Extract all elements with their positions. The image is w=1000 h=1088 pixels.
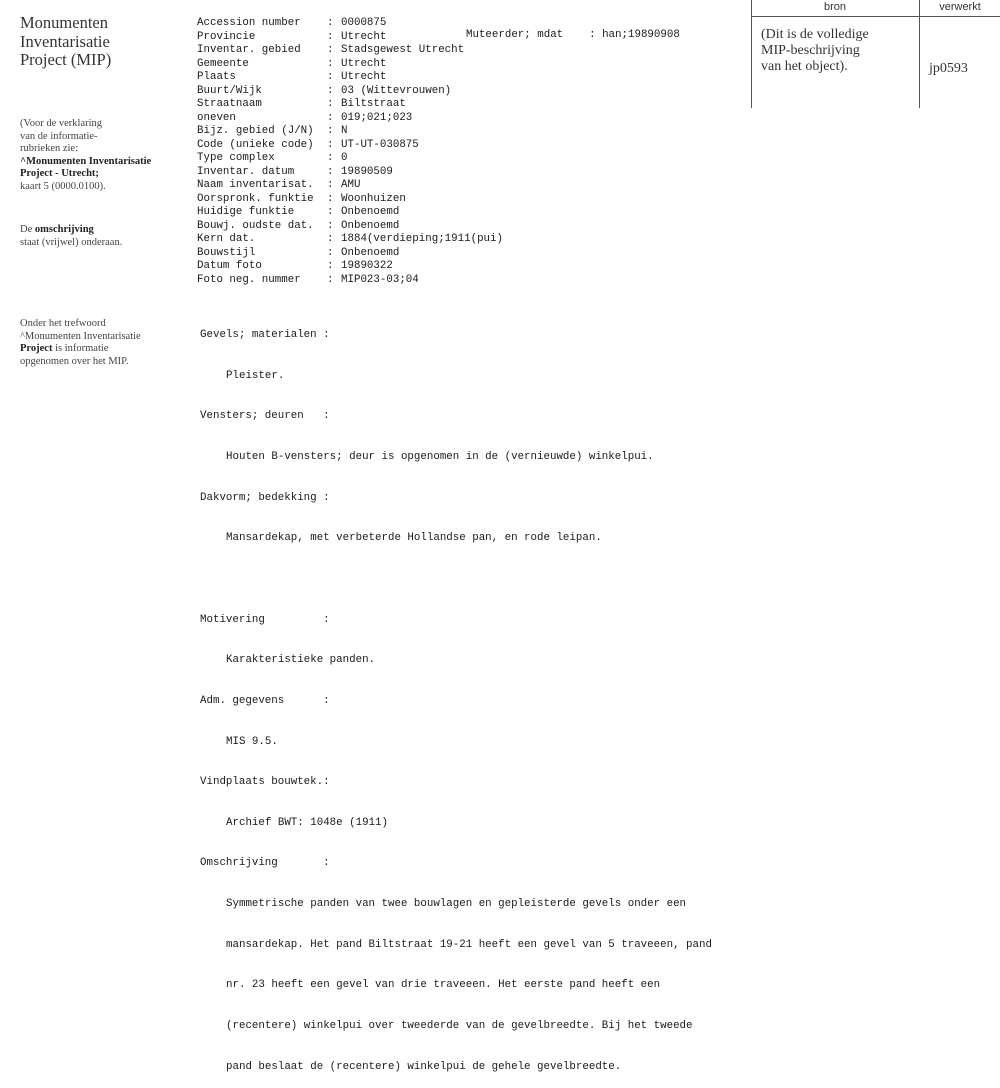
field-value: 19890509 — [341, 165, 393, 178]
field-value: Woonhuizen — [341, 192, 406, 205]
field-separator: : — [327, 206, 334, 218]
field-label: Accession number — [197, 17, 301, 29]
field-label: Provincie — [197, 30, 256, 43]
field-value: N — [341, 125, 348, 137]
field-value: Utrecht — [341, 57, 387, 70]
field-label: Type complex — [197, 152, 275, 164]
field-label: Plaats — [197, 71, 236, 83]
page-title: Monumenten Inventarisatie Project (MIP) — [20, 13, 112, 69]
legend-reference-note: (Voor de verklaring van de informatie- rubrieken zie: ^Monumenten Inventarisatie Project - Utrecht; kaart 5 (0000.0100). — [20, 118, 152, 192]
field-separator: : — [327, 260, 334, 272]
adm-value: MIS 9.5. — [226, 735, 278, 748]
field-separator: : — [327, 111, 334, 124]
spacer — [200, 573, 712, 587]
record-field-row — [197, 139, 503, 153]
adm-label: Adm. gegevens : — [200, 694, 330, 707]
record-field-row — [197, 233, 503, 247]
field-value: 03 (Wittevrouwen) — [341, 84, 452, 97]
record-field-row — [197, 247, 503, 261]
field-value: 1884(verdieping;1911(pui) — [341, 233, 503, 245]
field-value: Biltstraat — [341, 98, 406, 110]
motivering-label: Motivering : — [200, 613, 330, 626]
field-value: Onbenoemd — [341, 206, 400, 218]
field-separator: : — [327, 165, 334, 178]
field-label: Bouwstijl — [197, 246, 256, 259]
field-label: Naam inventarisat. — [197, 179, 314, 191]
field-separator: : — [327, 98, 334, 110]
field-value: Utrecht — [341, 30, 387, 43]
bron-table — [751, 0, 1000, 108]
omschrijving-line: nr. 23 heeft een gevel van drie traveeen. Het eerste pand heeft een — [226, 979, 661, 992]
record-field-row — [197, 85, 503, 99]
field-separator: : — [327, 152, 334, 164]
record-field-row — [197, 206, 503, 220]
field-label: oneven — [197, 111, 236, 124]
dakvorm-label: Dakvorm; bedekking : — [200, 491, 330, 504]
field-label: Datum foto — [197, 260, 262, 272]
record-field-row — [197, 166, 503, 180]
field-separator: : — [327, 30, 334, 43]
vensters-label: Vensters; deuren : — [200, 410, 330, 423]
field-value: 019;021;023 — [341, 111, 413, 124]
record-field-row — [197, 274, 503, 288]
record-field-row — [197, 152, 503, 166]
field-label: Gemeente — [197, 57, 249, 70]
field-label: Bijz. gebied (J/N) — [197, 125, 314, 137]
description-block — [200, 302, 712, 1088]
omschrijving-label: Omschrijving : — [200, 857, 330, 870]
gevels-label: Gevels; materialen : — [200, 329, 330, 342]
field-separator: : — [327, 17, 334, 29]
field-separator: : — [327, 44, 334, 56]
field-label: Buurt/Wijk — [197, 84, 262, 97]
record-field-row — [197, 220, 503, 234]
verwerkt-header: verwerkt — [920, 0, 1000, 17]
vindplaats-value: Archief BWT: 1048e (1911) — [226, 816, 388, 829]
field-label: Straatnaam — [197, 98, 262, 110]
field-value: Onbenoemd — [341, 246, 400, 259]
field-separator: : — [327, 71, 334, 83]
field-separator: : — [327, 273, 334, 286]
field-label: Huidige funktie — [197, 206, 295, 218]
omschrijving-line: mansardekap. Het pand Biltstraat 19-21 heeft een gevel van 5 traveeen, pand — [226, 938, 712, 951]
vindplaats-label: Vindplaats bouwtek.: — [200, 776, 330, 789]
field-separator: : — [327, 233, 334, 245]
omschrijving-line: (recentere) winkelpui over tweederde van de gevelbreedte. Bij het tweede — [226, 1019, 693, 1032]
field-label: Code (unieke code) — [197, 138, 314, 151]
verwerkt-code: jp0593 — [929, 61, 968, 76]
record-field-row — [197, 179, 503, 193]
record-field-row — [197, 112, 503, 126]
field-separator: : — [327, 246, 334, 259]
description-location-note: De omschrijving staat (vrijwel) onderaan. — [20, 224, 123, 248]
field-value: Utrecht — [341, 71, 387, 83]
mutator-info: Muteerder; mdat : han;19890908 — [465, 29, 680, 41]
gevels-value: Pleister. — [226, 369, 285, 382]
field-label: Foto neg. nummer — [197, 273, 301, 286]
field-separator: : — [327, 57, 334, 70]
field-label: Inventar. datum — [197, 165, 295, 178]
record-field-row — [197, 98, 503, 112]
field-separator: : — [327, 192, 334, 205]
record-field-row — [197, 125, 503, 139]
field-value: MIP023-03;04 — [341, 273, 419, 286]
field-value: Stadsgewest Utrecht — [341, 44, 465, 56]
field-value: AMU — [341, 179, 361, 191]
field-label: Inventar. gebied — [197, 44, 301, 56]
record-field-row — [197, 193, 503, 207]
record-field-row — [197, 44, 503, 58]
record-field-row — [197, 71, 503, 85]
record-field-row — [197, 58, 503, 72]
vensters-value: Houten B-vensters; deur is opgenomen in de (vernieuwde) winkelpui. — [226, 451, 654, 464]
sidebar — [20, 13, 185, 367]
omschrijving-line: Symmetrische panden van twee bouwlagen en gepleisterde gevels onder een — [226, 898, 687, 911]
record-field-row — [197, 260, 503, 274]
field-separator: : — [327, 179, 334, 191]
record-fields — [197, 17, 503, 287]
field-separator: : — [327, 125, 334, 137]
field-label: Kern dat. — [197, 233, 256, 245]
field-value: Onbenoemd — [341, 219, 400, 232]
motivering-value: Karakteristieke panden. — [226, 654, 376, 667]
field-label: Oorspronk. funktie — [197, 192, 314, 205]
bron-note: (Dit is de volledige MIP-beschrijving van het object). — [761, 27, 869, 74]
bron-header: bron — [751, 0, 919, 17]
field-value: 0 — [341, 152, 348, 164]
field-value: UT-UT-030875 — [341, 138, 419, 151]
field-separator: : — [327, 138, 334, 151]
omschrijving-line: pand beslaat de (recentere) winkelpui de gehele gevelbreedte. — [226, 1060, 622, 1073]
field-value: 0000875 — [341, 17, 387, 29]
keyword-note: Onder het trefwoord ^Monumenten Inventarisatie Project is informatie opgenomen over het MIP. — [20, 318, 141, 367]
dakvorm-value: Mansardekap, met verbeterde Hollandse pan, en rode leipan. — [226, 532, 602, 545]
field-separator: : — [327, 219, 334, 232]
field-value: 19890322 — [341, 260, 393, 272]
field-separator: : — [327, 84, 334, 97]
field-label: Bouwj. oudste dat. — [197, 219, 314, 232]
